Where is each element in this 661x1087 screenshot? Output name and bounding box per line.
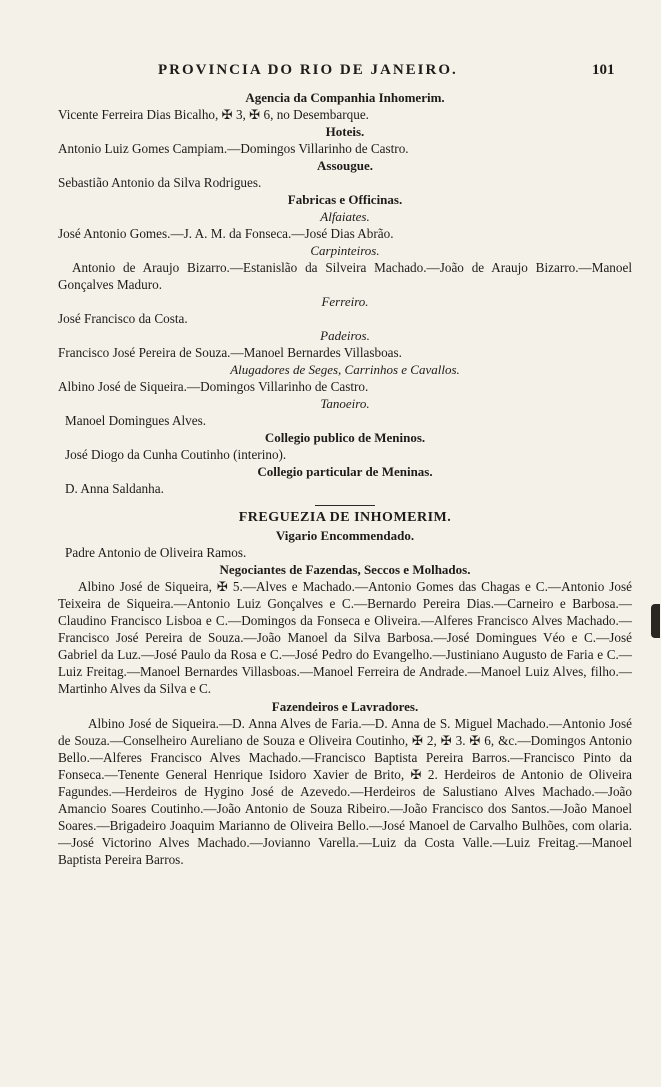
heading-agencia: Agencia da Companhia Inhomerim.: [245, 90, 445, 105]
entry-fazendeiros: Albino José de Siqueira.—D. Anna Alves de Faria.—D. Anna de S. Miguel Machado.—Antonio José de Souza.—Conselheiro Aureliano de Souza e Oliveira Coutinho, ✠ 2, ✠ 3. ✠ 6, &c.—Domingos Antonio Bello.—Alferes Francisco Alves Machado.—Francisco Baptista Pereira Barros.—Francisco Pinto da Fonseca.—Tenente General Henrique Isidoro Xavier de Brito, ✠ 2. Herdeiros de Antonio de Oliveira Fagundes.—Herdeiros de Hygino José de Azevedo.—Herdeiros de Salustiano Alves Machado.—João Amancio Soares Coutinho.—João Antonio de Souza Ribeiro.—João Francisco dos Santos.—João Manoel Soares.—Brigadeiro Joaquim Marianno de Oliveira Bello.—José Manoel de Carvalho Bulhões, com olaria.—José Victorino Alves Machado.—Jovianno Varella.—Luiz da Costa Valle.—Luiz Freitag.—Manoel Baptista Pereira Barros.: [58, 716, 632, 867]
entry-tanoeiro: Manoel Domingues Alves.: [65, 413, 207, 428]
entry-ferreiro: José Francisco da Costa.: [58, 311, 188, 326]
subheading-tanoeiro: Tanoeiro.: [320, 396, 370, 411]
freguezia-title: FREGUEZIA DE INHOMERIM.: [238, 510, 452, 525]
page-header: [0, 62, 661, 86]
subheading-alfaiates: Alfaiates.: [320, 209, 370, 224]
subheading-ferreiro: Ferreiro.: [321, 294, 369, 309]
heading-assougue: Assougue.: [317, 158, 373, 173]
entry-assougue: Sebastião Antonio da Silva Rodrigues.: [58, 175, 262, 190]
entry-agencia: Vicente Ferreira Dias Bicalho, ✠ 3, ✠ 6, no Desembarque.: [58, 107, 369, 122]
entry-hoteis: Antonio Luiz Gomes Campiam.—Domingos Villarinho de Castro.: [58, 141, 409, 156]
subheading-padeiros: Padeiros.: [320, 328, 370, 343]
heading-hoteis: Hoteis.: [325, 124, 365, 139]
entry-alugadores: Albino José de Siqueira.—Domingos Villarinho de Castro.: [58, 379, 369, 394]
section-divider: [315, 505, 375, 506]
subheading-carpinteiros: Carpinteiros.: [310, 243, 380, 258]
heading-negociantes: Negociantes de Fazendas, Seccos e Molhados.: [219, 562, 471, 577]
heading-fazendeiros: Fazendeiros e Lavradores.: [271, 699, 419, 714]
heading-collegio-meninas: Collegio particular de Meninas.: [257, 464, 433, 479]
entry-vigario: Padre Antonio de Oliveira Ramos.: [65, 545, 247, 560]
heading-fabricas: Fabricas e Officinas.: [287, 192, 403, 207]
page-number: 101: [592, 62, 615, 78]
heading-vigario: Vigario Encommendado.: [275, 528, 415, 543]
entry-padeiros: Francisco José Pereira de Souza.—Manoel Bernardes Villasboas.: [58, 345, 402, 360]
entry-negociantes: Albino José de Siqueira, ✠ 5.—Alves e Machado.—Antonio Gomes das Chagas e C.—Antonio José Teixeira de Siqueira.—Antonio Luiz Gonçalves e C.—Bernardo Pereira Dias.—Carneiro e Barbosa.—Claudino Francisco Lisboa e C.—Domingos da Fonseca e Oliveira.—Alferes Francisco Alves Machado.—Francisco José Pereira de Souza.—João Manoel da Silva Barbosa.—José Domingues Véo e C.—José Gabriel da Luz.—José Paulo da Rosa e C.—José Pedro do Evangelho.—Justiniano Augusto de Faria e C.—Luiz Freitag.—Manoel Bernardes Villasboas.—Manoel Ferreira de Andrade.—Manoel Luiz Alves, filho.—Martinho Alves da Silva e C.: [58, 579, 632, 696]
running-title: PROVINCIA DO RIO DE JANEIRO.: [158, 62, 458, 78]
page-content: [58, 89, 632, 868]
subheading-alugadores: Alugadores de Seges, Carrinhos e Cavallos.: [230, 362, 460, 377]
entry-collegio-meninas: D. Anna Saldanha.: [65, 481, 164, 496]
heading-collegio-meninos: Collegio publico de Meninos.: [264, 430, 426, 445]
page-edge-mark: [651, 604, 660, 638]
entry-carpinteiros: Antonio de Araujo Bizarro.—Estanislão da Silveira Machado.—João de Araujo Bizarro.—Manoel Gonçalves Maduro.: [58, 260, 632, 292]
entry-alfaiates: José Antonio Gomes.—J. A. M. da Fonseca.—José Dias Abrão.: [58, 226, 394, 241]
entry-collegio-meninos: José Diogo da Cunha Coutinho (interino).: [65, 447, 287, 462]
